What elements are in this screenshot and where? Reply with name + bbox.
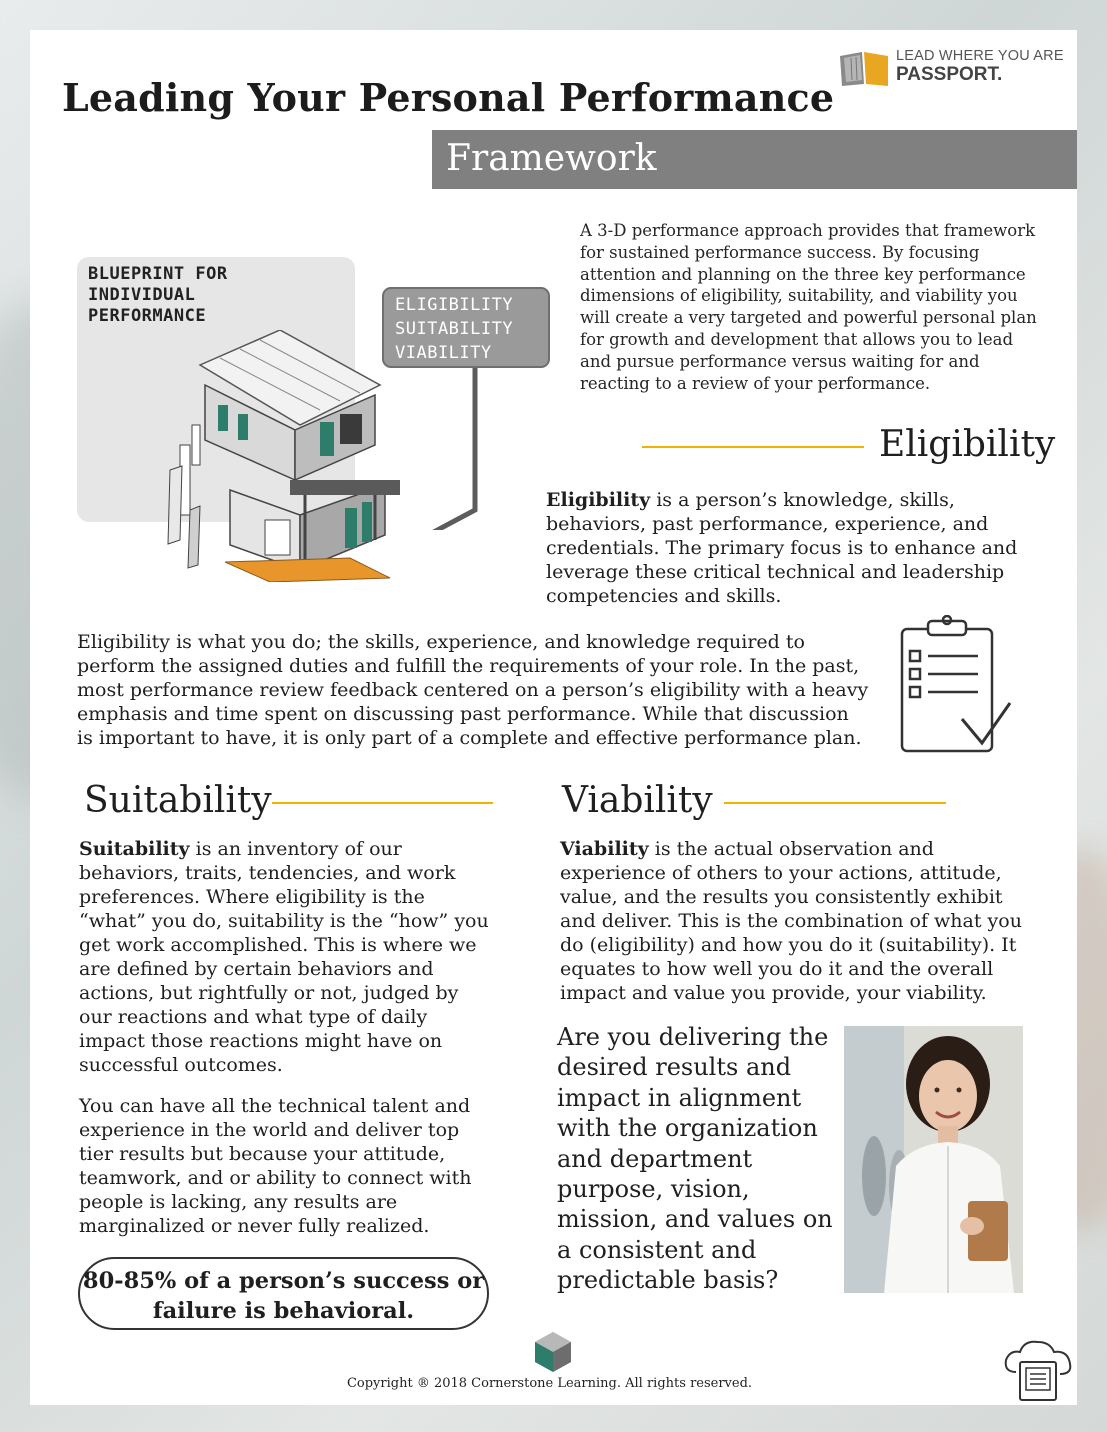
logo-wordmark: PASSPORT. bbox=[896, 64, 1003, 85]
suitability-body: You can have all the technical talent and experience in the world and deliver top tier results but because your attitude, teamwork, and or ability to connect with people is lacking, any results are marginalized or never fully realized. bbox=[79, 1095, 472, 1237]
woman-portrait-image bbox=[844, 1026, 1023, 1293]
checklist-clipboard-icon bbox=[898, 615, 1013, 757]
viability-rule bbox=[724, 802, 946, 804]
section-banner bbox=[432, 130, 1077, 189]
eligibility-heading: Eligibility bbox=[879, 424, 1056, 465]
logo-tagline: LEAD WHERE YOU ARE bbox=[896, 48, 1064, 64]
suitability-heading: Suitability bbox=[84, 780, 272, 821]
callout-eligibility: ELIGIBILITY bbox=[395, 295, 514, 315]
intro-paragraph: A 3-D performance approach provides that framework for sustained performance success. By focusing attention and planning on the three key performance dimensions of eligibility, suitability, and viability you will create a very targeted and powerful personal plan for growth and development that allows you to lead and pursue performance versus waiting for and reacting to a review of your performance. bbox=[580, 221, 1037, 393]
eligibility-body: Eligibility is what you do; the skills, experience, and knowledge required to perform the assigned duties and fulfill the requirements of your role. In the past, most performance review feedback centered on a person’s eligibility with a heavy emphasis and time spent on discussing past performance. While that discussion is important to have, it is only part of a complete and effective performance plan. bbox=[77, 631, 869, 749]
eligibility-term: Eligibility bbox=[546, 489, 651, 511]
eligibility-rule bbox=[642, 446, 864, 448]
behavioral-callout: 80-85% of a person’s success or failure is behavioral. bbox=[78, 1257, 489, 1330]
cornerstone-cube-icon bbox=[533, 1330, 573, 1374]
passport-logo bbox=[838, 48, 1070, 88]
viability-definition: Viability is the actual observation and experience of others to your actions, attitude, value, and the results you consistently exhibit and deliver. This is the combination of what you do (eligibility) and how you do it (suitability). It equates to how well you do it and the overall impact and value you provide, your viability. bbox=[560, 838, 1022, 1004]
open-book-icon bbox=[838, 50, 894, 88]
suitability-term: Suitability bbox=[79, 838, 190, 860]
eligibility-definition: Eligibility is a person’s knowledge, skills, behaviors, past performance, experience, and credentials. The primary focus is to enhance and leverage these critical technical and leadership competencies and skills. bbox=[546, 489, 1018, 607]
blueprint-label: BLUEPRINT FOR INDIVIDUAL PERFORMANCE bbox=[88, 264, 228, 326]
professional-woman-photo bbox=[844, 1026, 1023, 1293]
callout-suitability: SUITABILITY bbox=[395, 319, 514, 339]
page-title: Leading Your Personal Performance bbox=[62, 75, 835, 120]
cloud-book-icon bbox=[1002, 1336, 1074, 1402]
viability-term: Viability bbox=[560, 838, 649, 860]
callout-leader-line bbox=[390, 360, 520, 530]
viability-heading: Viability bbox=[562, 780, 713, 821]
suitability-definition: Suitability is an inventory of our behaviors, traits, tendencies, and work preferences. Where eligibility is the “what” you do, suitability is the “how” you get work accomplished. This is where we are defined by certain behaviors and actions, but rightfully or not, judged by our reactions and what type of daily impact those reactions might have on successful outcomes. bbox=[79, 838, 489, 1076]
callout-viability: VIABILITY bbox=[395, 343, 492, 363]
copyright-notice: Copyright ® 2018 Cornerstone Learning. All rights reserved. bbox=[346, 1376, 753, 1391]
house-blueprint-illustration bbox=[130, 330, 400, 582]
dimensions-callout bbox=[382, 287, 550, 368]
suitability-rule bbox=[272, 802, 493, 804]
viability-question: Are you delivering the desired results and impact in alignment with the organization and department purpose, vision, mission, and values on a consistent and predictable basis? bbox=[557, 1023, 833, 1295]
banner-title: Framework bbox=[446, 138, 657, 179]
document-page bbox=[30, 30, 1077, 1405]
